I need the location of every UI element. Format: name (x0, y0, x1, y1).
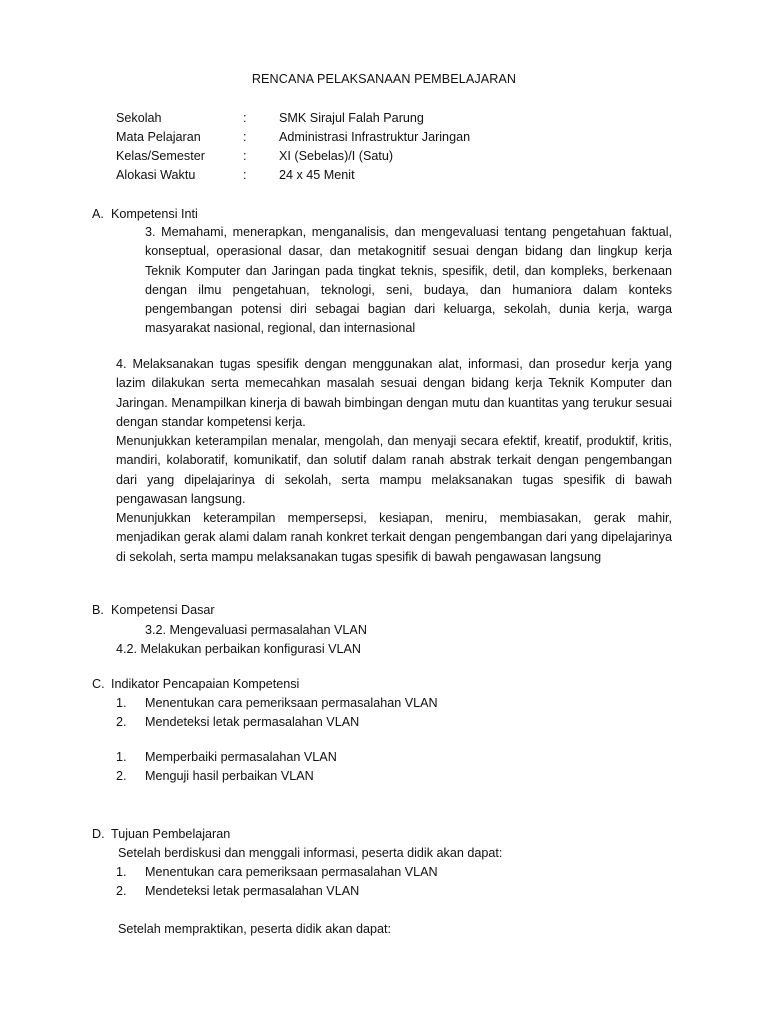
tujuan-intro-2: Setelah mempraktikan, peserta didik akan dapat: (118, 922, 392, 936)
list-number: 1. (116, 750, 127, 764)
list-item: Mendeteksi letak permasalahan VLAN (145, 884, 360, 898)
identity-value: SMK Sirajul Falah Parung (279, 111, 424, 125)
ki4-paragraph-3: Menunjukkan keterampilan mempersepsi, kesiapan, meniru, membiasakan, gerak mahir, menjadikan gerak alami dalam ranah konkret terkait dengan pengembangan dari yang dipelajarinya di sekolah, serta mampu melaksanakan tugas spesifik di bawah pengawasan langsung (116, 511, 672, 564)
kd-item: 4.2. Melakukan perbaikan konfigurasi VLAN (116, 642, 362, 656)
identity-colon: : (243, 111, 247, 125)
list-item: Menguji hasil perbaikan VLAN (145, 769, 314, 783)
list-number: 1. (116, 865, 127, 879)
identity-colon: : (243, 149, 247, 163)
identity-value: Administrasi Infrastruktur Jaringan (279, 130, 471, 144)
identity-label: Kelas/Semester (116, 149, 205, 163)
identity-label: Alokasi Waktu (116, 168, 196, 182)
identity-value: XI (Sebelas)/I (Satu) (279, 149, 394, 163)
list-item: Menentukan cara pemeriksaan permasalahan VLAN (145, 865, 438, 879)
section-c-letter: C. (92, 677, 105, 691)
identity-colon: : (243, 168, 247, 182)
document-title: RENCANA PELAKSANAAN PEMBELAJARAN (251, 72, 517, 86)
ki4-paragraph: 4. Melaksanakan tugas spesifik dengan menggunakan alat, informasi, dan prosedur kerja yang lazim dilakukan serta memecahkan masalah sesuai dengan bidang kerja Teknik Komputer dan Jaringan. Menampilkan kinerja di bawah bimbingan dengan mutu dan kuantitas yang terukur sesuai dengan standar kompetensi kerja. (116, 357, 672, 429)
kd-item: 3.2. Mengevaluasi permasalahan VLAN (145, 623, 367, 637)
section-b-title: Kompetensi Dasar (111, 603, 215, 617)
identity-label: Mata Pelajaran (116, 130, 201, 144)
section-d-letter: D. (92, 827, 105, 841)
list-number: 2. (116, 884, 127, 898)
tujuan-intro: Setelah berdiskusi dan menggali informasi, peserta didik akan dapat: (118, 846, 503, 860)
ki3-paragraph: 3. Memahami, menerapkan, menganalisis, dan mengevaluasi tentang pengetahuan faktual, konseptual, operasional dasar, dan metakognitif sesuai dengan bidang dan lingkup kerja Teknik Komputer dan Jaringan pada tingkat teknis, spesifik, detil, dan kompleks, berkenaan dengan ilmu pengetahuan, teknologi, seni, budaya, dan humaniora dalam konteks pengembangan potensi diri sebagai bagian dari keluarga, sekolah, dunia kerja, warga masyarakat nasional, regional, dan internasional (145, 225, 672, 336)
list-item: Menentukan cara pemeriksaan permasalahan VLAN (145, 696, 438, 710)
ki4-paragraph-2: Menunjukkan keterampilan menalar, mengolah, dan menyaji secara efektif, kreatif, produktif, kritis, mandiri, kolaboratif, komunikatif, dan solutif dalam ranah abstrak terkait dengan pengembangan dari yang dipelajarinya di sekolah, serta mampu melaksanakan tugas spesifik di bawah pengawasan langsung. (116, 434, 672, 506)
list-item: Mendeteksi letak permasalahan VLAN (145, 715, 360, 729)
list-number: 2. (116, 769, 127, 783)
section-c-title: Indikator Pencapaian Kompetensi (111, 677, 300, 691)
identity-colon: : (243, 130, 247, 144)
list-number: 2. (116, 715, 127, 729)
identity-value: 24 x 45 Menit (279, 168, 355, 182)
section-d-title: Tujuan Pembelajaran (111, 827, 231, 841)
list-item: Memperbaiki permasalahan VLAN (145, 750, 337, 764)
section-a-letter: A. (92, 207, 104, 221)
section-a-title: Kompetensi Inti (111, 207, 198, 221)
identity-label: Sekolah (116, 111, 162, 125)
list-number: 1. (116, 696, 127, 710)
section-b-letter: B. (92, 603, 104, 617)
